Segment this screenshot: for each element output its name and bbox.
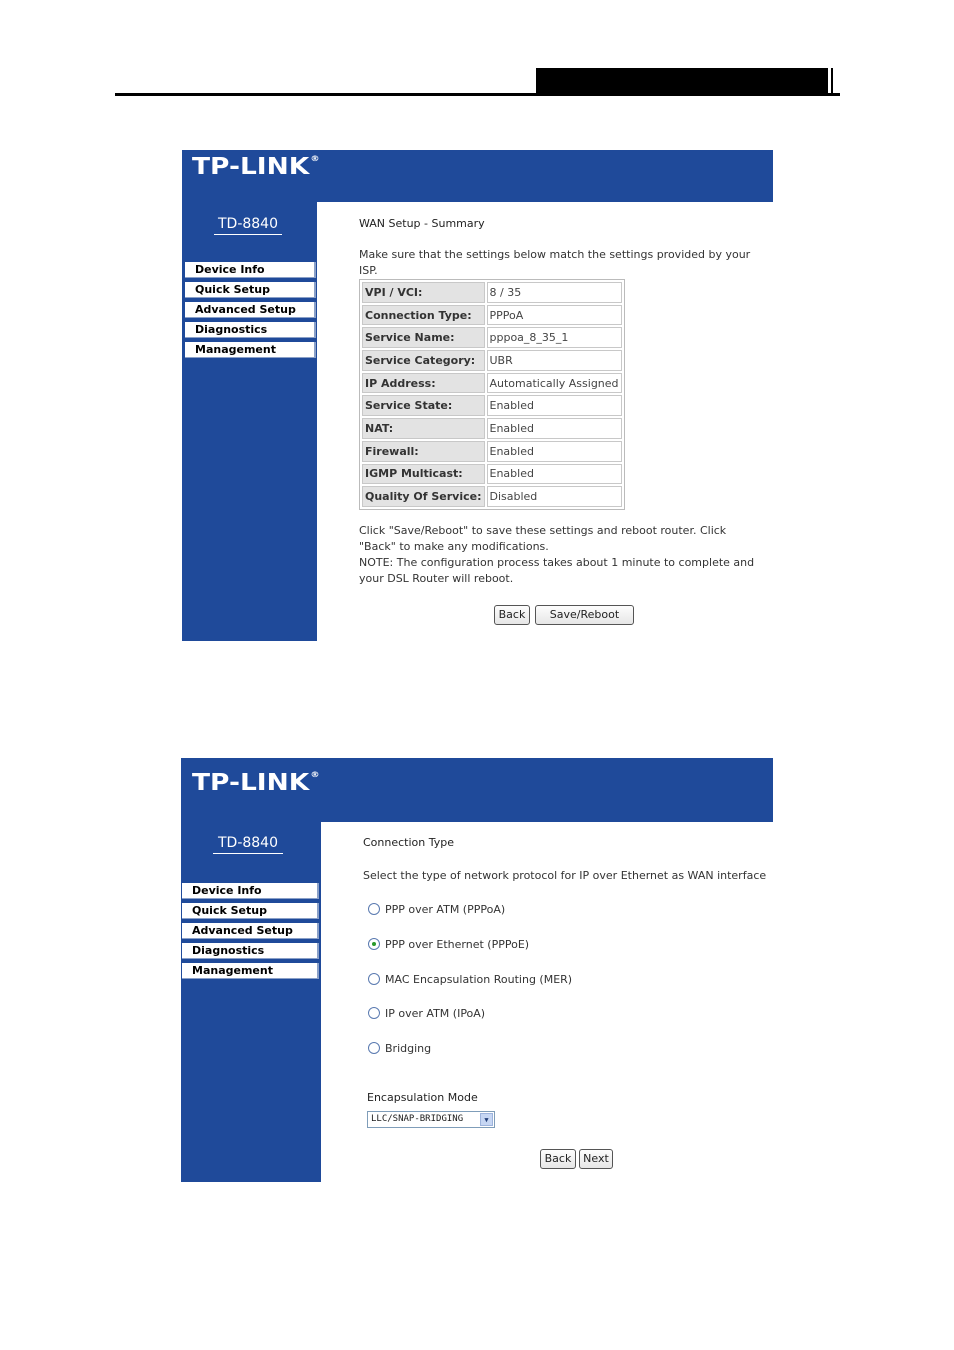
setting-name: Connection Type: [362,305,485,326]
setting-value: Enabled [487,395,622,416]
setting-name: Service Category: [362,350,485,371]
table-row [362,418,622,439]
table-row [362,305,622,326]
radio-option-bridging[interactable] [368,1042,431,1055]
sidebar-item-device-info[interactable]: Device Info [182,883,319,899]
sidebar-menu [185,262,316,362]
sidebar-item-diagnostics[interactable]: Diagnostics [182,943,319,959]
encapsulation-mode-label: Encapsulation Mode [367,1091,478,1104]
next-button[interactable]: Next [579,1149,613,1169]
sidebar-item-device-info[interactable]: Device Info [185,262,316,278]
sidebar [181,822,321,1182]
table-row [362,441,622,462]
save-note: Click "Save/Reboot" to save these settings and reboot router. Click "Back" to make any modifications. [359,524,727,553]
setting-name: Firewall: [362,441,485,462]
back-button[interactable]: Back [494,605,530,625]
radio-label: IP over ATM (IPoA) [385,1007,486,1020]
setting-value: pppoa_8_35_1 [487,327,622,348]
page-header-rule [115,93,840,96]
setting-value: Enabled [487,418,622,439]
connection-type-screenshot [181,758,773,1182]
radio-label: MAC Encapsulation Routing (MER) [385,973,573,986]
table-row [362,464,622,485]
sidebar-menu [182,883,319,983]
model-label: TD-8840 [214,216,282,235]
reboot-note: NOTE: The configuration process takes about 1 minute to complete and your DSL Router will reboot. [359,556,755,585]
sidebar-item-quick-setup[interactable]: Quick Setup [182,903,319,919]
setting-value: Automatically Assigned [487,373,622,394]
table-row [362,373,622,394]
encapsulation-mode-select[interactable] [367,1111,495,1128]
setting-value: UBR [487,350,622,371]
setting-value: Enabled [487,464,622,485]
radio-option-mer[interactable] [368,973,572,986]
tp-link-logo: TP-LINK® [192,154,320,180]
setting-value: PPPoA [487,305,622,326]
encapsulation-mode-value: LLC/SNAP-BRIDGING [371,1114,464,1124]
table-row [362,327,622,348]
radio-button[interactable] [368,903,380,915]
radio-option-ipoa[interactable] [368,1007,485,1020]
radio-option-pppoa[interactable] [368,903,505,916]
model-label: TD-8840 [213,835,283,854]
setting-name: IP Address: [362,373,485,394]
sidebar-item-quick-setup[interactable]: Quick Setup [185,282,316,298]
setting-value: Enabled [487,441,622,462]
chevron-down-icon[interactable]: ▼ [480,1113,493,1126]
sidebar-item-management[interactable]: Management [185,342,316,358]
sidebar-item-management[interactable]: Management [182,963,319,979]
sidebar-item-advanced-setup[interactable]: Advanced Setup [185,302,316,318]
page-header-tick [831,68,833,94]
save-reboot-button[interactable]: Save/Reboot [535,605,634,625]
setting-value: 8 / 35 [487,282,622,303]
wan-summary-screenshot [182,150,773,641]
summary-table [359,279,625,510]
radio-button[interactable] [368,1042,380,1054]
radio-label: PPP over Ethernet (PPPoE) [385,938,530,951]
page-header-box [536,68,828,94]
radio-button[interactable] [368,1007,380,1019]
radio-label: Bridging [385,1042,432,1055]
tp-link-logo: TP-LINK® [192,770,320,796]
radio-button[interactable] [368,973,380,985]
table-row [362,395,622,416]
radio-button-selected[interactable] [368,938,380,950]
sidebar-item-advanced-setup[interactable]: Advanced Setup [182,923,319,939]
page-title: Connection Type [363,836,455,849]
setting-name: Service State: [362,395,485,416]
setting-value: Disabled [487,486,622,507]
setting-name: VPI / VCI: [362,282,485,303]
sidebar-item-diagnostics[interactable]: Diagnostics [185,322,316,338]
intro-text: Select the type of network protocol for IP over Ethernet as WAN interface [363,869,767,882]
intro-text: Make sure that the settings below match the settings provided by your ISP. [359,248,751,277]
table-row [362,282,622,303]
table-row [362,350,622,371]
back-button[interactable]: Back [540,1149,576,1169]
setting-name: IGMP Multicast: [362,464,485,485]
setting-name: Service Name: [362,327,485,348]
setting-name: NAT: [362,418,485,439]
page-title: WAN Setup - Summary [359,217,485,230]
table-row [362,486,622,507]
radio-label: PPP over ATM (PPPoA) [385,903,506,916]
setting-name: Quality Of Service: [362,486,485,507]
radio-option-pppoe[interactable] [368,938,529,951]
